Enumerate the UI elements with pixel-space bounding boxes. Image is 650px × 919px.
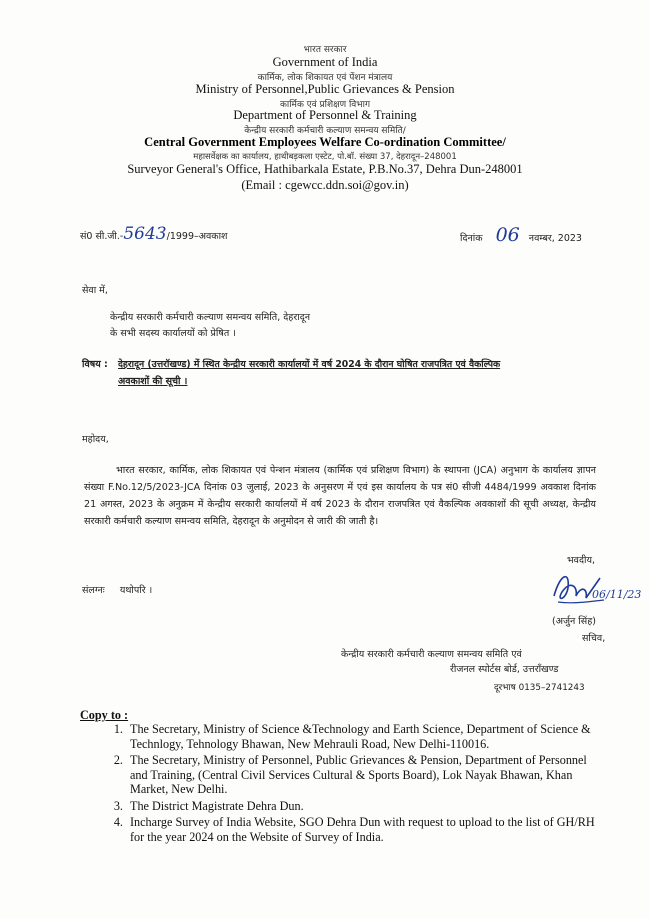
- email-address: (Email : cgewcc.ddn.soi@gov.in): [241, 178, 409, 192]
- signature-date: 06/11/23: [592, 588, 642, 601]
- ministry-english: Ministry of Personnel,Public Grievances & Pension: [195, 82, 455, 96]
- signatory-phone: दूरभाष 0135–2741243: [494, 683, 585, 693]
- signatory-org-2: रीजनल स्पोर्टस बोर्ड, उत्तराँखण्ड: [450, 664, 559, 675]
- committee-hindi: केन्द्रीय सरकारी कर्मचारी कल्याण समन्वय समिति/: [244, 126, 406, 136]
- reference-handwritten-number: 5643: [123, 224, 167, 244]
- copy-to-item: 3. The District Magistrate Dehra Dun.: [126, 799, 604, 814]
- gov-hindi: भारत सरकार: [303, 45, 347, 55]
- department-english: Department of Personnel & Training: [233, 108, 417, 122]
- copy-to-list: [108, 722, 604, 846]
- addressee-line-1: केन्द्रीय सरकारी कर्मचारी कल्याण समन्वय समिति, देहरादून: [110, 312, 311, 323]
- committee-english: Central Government Employees Welfare Co-ordination Committee/: [144, 135, 506, 149]
- signatory-designation: सचिव,: [582, 633, 606, 644]
- enclosure-label: संलग्नः: [82, 585, 105, 596]
- date-handwritten-day: 06: [495, 224, 520, 246]
- copy-to-item: 4. Incharge Survey of India Website, SGO Dehra Dun with request to upload to the list of GH/RH for the year 2024 on the Website of Survey of India.: [126, 815, 604, 844]
- enclosure: [82, 583, 152, 596]
- greeting: महोदय,: [82, 434, 109, 445]
- salutation: सेवा में,: [82, 285, 108, 296]
- copy-to-heading: Copy to :: [80, 708, 129, 722]
- subject-line-1: देहरादून (उत्तरॉखण्ड) में स्थित केन्द्रीय सरकारी कार्यालयों में वर्ष 2024 के दौरान घोषित राजपत्रित एवं वैकल्पिक: [118, 359, 501, 370]
- reference-prefix: सं0 सी.जी.-: [80, 231, 124, 242]
- closing-yours: भवदीय,: [567, 555, 595, 566]
- subject-label: विषय :: [82, 359, 108, 370]
- enclosure-value: यथोपरि ।: [119, 585, 153, 596]
- office-hindi: महासर्वेक्षक का कार्यालय, हाथीबड़कला एस्टेट, पो.बॉ. संख्या 37, देहरादून–248001: [193, 152, 457, 162]
- copy-to-item: 2. The Secretary, Ministry of Personnel, Public Grievances & Pension, Department of Personnel and Training, (Central Civil Services Cultural & Sports Board), Lok Nayak Bhawan, Khan Market, New Delhi.: [126, 753, 604, 797]
- date-label: दिनांक: [460, 233, 483, 244]
- department-hindi: कार्मिक एवं प्रशिक्षण विभाग: [279, 100, 371, 110]
- ministry-hindi: कार्मिक, लोक शिकायत एवं पेंशन मंत्रालय: [257, 73, 393, 83]
- signatory-name: (अर्जुन सिंह): [552, 616, 596, 627]
- signatory-org-1: केन्द्रीय सरकारी कर्मचारी कल्याण समन्वय समिति एवं: [341, 649, 522, 660]
- gov-english: Government of India: [272, 55, 378, 69]
- office-english: Surveyor General's Office, Hathibarkala Estate, P.B.No.37, Dehra Dun-248001: [127, 162, 523, 176]
- addressee-line-2: के सभी सदस्य कार्यालयों को प्रेषित ।: [110, 328, 236, 339]
- reference-suffix: /1999–अवकाश: [166, 231, 228, 242]
- date-month-year: नवम्बर, 2023: [528, 233, 582, 244]
- body-paragraph: भारत सरकार, कार्मिक, लोक शिकायत एवं पेन्शन मंत्रालय (कार्मिक एवं प्रशिक्षण विभाग) के स्थापना (JCA) अनुभाग के कार्यालय ज्ञापन संख्या F.No.12/5/2023-JCA दिनांक 03 जुलाई, 2023 के अनुसरण में एवं इस कार्यालय के पत्र सं0 सीजी 4484/1999 अवकाश दिनांक 21 अगस्त, 2023 के अनुक्रम में केन्द्रीय सरकारी कार्यालयों में वर्ष 2023 के दौरान राजपत्रित एवं वैकल्पिक अवकाशों की सूची अध्यक्ष, केन्द्रीय सरकारी कर्मचारी कल्याण समन्वय समिति, देहरादून के अनुमोदन से जारी की जाती है।: [84, 465, 596, 527]
- reference-date: [460, 224, 582, 246]
- subject-line-2: अवकाशों की सूची ।: [118, 376, 188, 387]
- copy-to-item: 1. The Secretary, Ministry of Science &Technology and Earth Science, Department of Science & Technlogy, Tehnology Bhawan, New Mehrauli Road, New Delhi-110016.: [126, 722, 604, 751]
- reference-number: [80, 224, 228, 244]
